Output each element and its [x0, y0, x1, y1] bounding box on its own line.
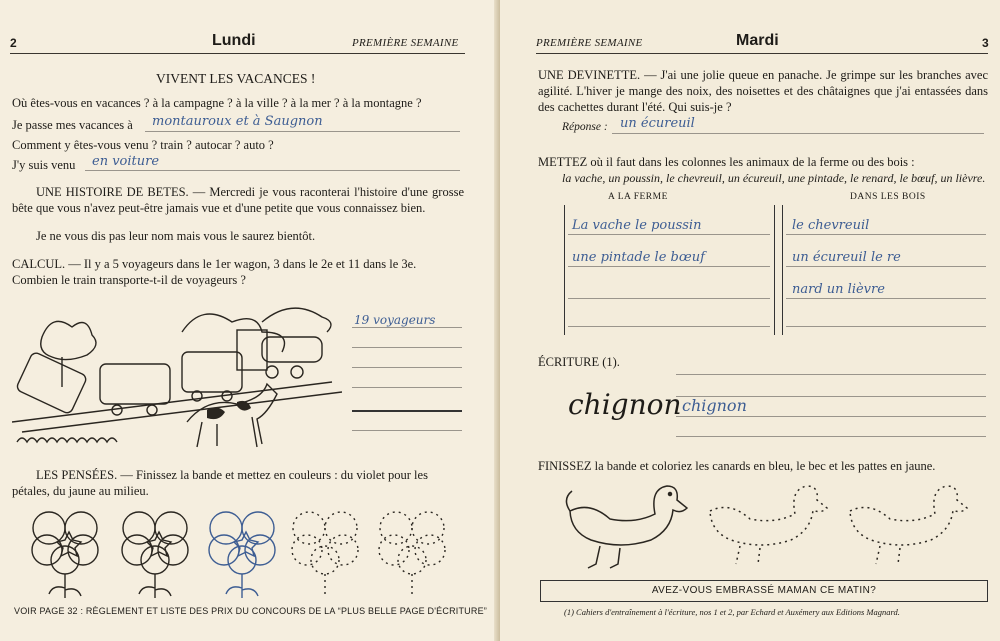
story-text: Je ne vous dis pas leur nom mais vous le saurez bientôt.	[36, 229, 316, 243]
bois-answer: nard un lièvre	[792, 282, 885, 297]
page-number: 3	[982, 36, 989, 50]
banner-box	[540, 580, 988, 602]
answer-line	[786, 266, 986, 267]
answer-line	[352, 410, 462, 412]
duck-drawn	[566, 486, 687, 568]
column-divider	[564, 205, 565, 335]
ecriture-label: ÉCRITURE (1).	[538, 355, 620, 369]
handwritten-answer: montauroux et à Saugnon	[152, 114, 323, 129]
ferme-answer: La vache le poussin	[572, 218, 702, 233]
writing-line	[676, 436, 986, 437]
riddle-text: UNE DEVINETTE. — J'ai une jolie queue en panache. Je grimpe sur les branches avec agilité. L'hiver je mange des noix, des noisettes et des châtaignes que j'ai entassées dans des cachettes durant l'été. Qui suis-je ?	[538, 68, 988, 114]
bois-answer: un écureuil le re	[792, 250, 901, 265]
answer-line	[568, 266, 770, 267]
day-title: Mardi	[736, 32, 779, 49]
footer-text: VOIR PAGE 32 : RÈGLEMENT ET LISTE DES PRIX DU CONCOURS DE LA “PLUS BELLE PAGE D'ÉCRITURE”	[14, 606, 487, 616]
answer-line	[352, 430, 462, 431]
handwritten-answer: un écureuil	[620, 116, 695, 131]
answer-line	[145, 131, 460, 132]
pansies-band	[20, 500, 460, 600]
handwritten-answer: en voiture	[92, 154, 160, 169]
copied-word: chignon	[682, 396, 747, 415]
answer-line	[786, 326, 986, 327]
question-text: Où êtes-vous en vacances ? à la campagne ? à la ville ? à la mer ? à la montagne ?	[12, 96, 422, 110]
week-label: PREMIÈRE SEMAINE	[352, 37, 459, 49]
banner-text: AVEZ-VOUS EMBRASSÉ MAMAN CE MATIN?	[651, 585, 877, 596]
finissez-text: FINISSEZ la bande et coloriez les canards en bleu, le bec et les pattes en jaune.	[538, 459, 936, 473]
bois-answer: le chevreuil	[792, 218, 870, 233]
day-title: Lundi	[212, 32, 256, 49]
answer-line	[352, 387, 462, 388]
answer-line	[612, 133, 984, 134]
header-rule	[10, 53, 465, 54]
answer-line	[786, 298, 986, 299]
story-text: UNE HISTOIRE DE BETES. — Mercredi je vous raconterai l'histoire d'une grosse bête que vous n'avez peut-être jamais vue et d'une petite que vous connaissez bien.	[12, 185, 464, 215]
right-page	[500, 0, 1000, 641]
train-illustration	[12, 292, 342, 452]
column-divider	[774, 205, 775, 335]
pensees-text: LES PENSÉES. — Finissez la bande et mettez en couleurs : du violet pour les pétales, du jaune au milieu.	[12, 468, 428, 498]
answer-line	[568, 298, 770, 299]
writing-line	[676, 374, 986, 375]
writing-line	[676, 416, 986, 417]
page-number: 2	[10, 36, 17, 50]
footnote: (1) Cahiers d'entraînement à l'écriture, nos 1 et 2, par Echard et Auxémery aux Editions Magnard.	[564, 607, 900, 617]
handwritten-answer: 19 voyageurs	[354, 313, 436, 327]
question-text: Comment y êtes-vous venu ? train ? autocar ? auto ?	[12, 138, 274, 152]
answer-label: Je passe mes vacances à	[12, 118, 133, 132]
calcul-text: CALCUL. — Il y a 5 voyageurs dans le 1er wagon, 3 dans le 2e et 11 dans le 3e. Combien le train transporte-t-il de voyageurs ?	[12, 257, 417, 287]
answer-line	[786, 234, 986, 235]
answer-line	[352, 347, 462, 348]
answer-line	[85, 170, 460, 171]
animals-list: la vache, un poussin, le chevreuil, un écureuil, une pintade, le renard, le bœuf, un lièvre.	[562, 171, 986, 185]
model-word: chignon	[568, 388, 682, 421]
answer-line	[568, 234, 770, 235]
column-header-ferme: A LA FERME	[608, 192, 668, 202]
ducks-band	[560, 476, 980, 574]
header-rule	[536, 53, 988, 54]
column-header-bois: DANS LES BOIS	[850, 192, 926, 202]
answer-line	[568, 326, 770, 327]
ferme-answer: une pintade le bœuf	[572, 250, 705, 265]
answer-line	[352, 367, 462, 368]
reponse-label: Réponse :	[562, 121, 608, 133]
mettez-text: METTEZ où il faut dans les colonnes les animaux de la ferme ou des bois :	[538, 155, 915, 169]
answer-label: J'y suis venu	[12, 158, 76, 172]
week-label: PREMIÈRE SEMAINE	[536, 37, 643, 49]
column-divider	[782, 205, 783, 335]
section-title: VIVENT LES VACANCES !	[156, 71, 316, 86]
